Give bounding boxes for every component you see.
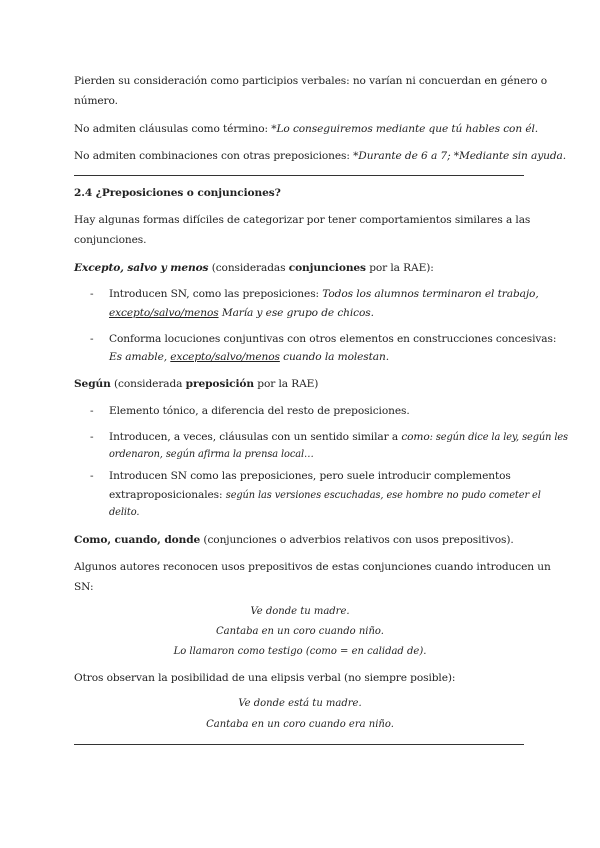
section-divider-top bbox=[74, 175, 524, 176]
excepto-bullet-2-line-1: Conforma locuciones conjuntivas con otros elementos en construcciones concesivas: bbox=[109, 333, 557, 345]
excepto-bullet-2-line-2 bbox=[109, 350, 389, 364]
segun-b2-c: : según dice la ley, según les bbox=[429, 432, 568, 443]
segun-b3-b: según las versiones escuchadas, ese hombre no pudo cometer el bbox=[225, 490, 541, 501]
example-4: Ve donde está tu madre. bbox=[238, 698, 362, 709]
excepto-b2-rest: cuando la molestan. bbox=[279, 351, 390, 363]
excepto-bullet-1-line-1 bbox=[109, 287, 539, 301]
excepto-b1-rest: María y ese grupo de chicos. bbox=[218, 307, 374, 319]
segun-bullet-3-line-2 bbox=[109, 488, 541, 503]
como-term: Como, cuando, donde bbox=[74, 534, 201, 546]
combos-paragraph bbox=[74, 149, 566, 163]
segun-bullet-1: Elemento tónico, a diferencia del resto de preposiciones. bbox=[109, 405, 410, 417]
como-paragraph-1-line-2: SN: bbox=[74, 581, 94, 593]
excepto-b1-example: Todos los alumnos terminaron el trabajo, bbox=[322, 288, 539, 300]
segun-bullet-2-line-1 bbox=[109, 430, 568, 445]
segun-bullet-3-line-3: delito. bbox=[109, 507, 140, 518]
clauses-paragraph bbox=[74, 122, 538, 136]
excepto-heading bbox=[74, 261, 434, 275]
segun-b2-a: Introducen, a veces, cláusulas con un sentido similar a bbox=[109, 431, 402, 443]
section-intro-line-1: Hay algunas formas difíciles de categorizar por tener comportamientos similares a las bbox=[74, 214, 531, 226]
intro-line-1: Pierden su consideración como participios verbales: no varían ni concuerdan en género o bbox=[74, 75, 548, 87]
clauses-prefix: No admiten cláusulas como término: bbox=[74, 123, 272, 135]
como-paragraph-2: Otros observan la posibilidad de una elipsis verbal (no siempre posible): bbox=[74, 672, 456, 684]
bullet-dash: - bbox=[90, 405, 94, 417]
segun-bullet-2-line-2: ordenaron, según afirma la prensa local… bbox=[109, 449, 314, 460]
clauses-example: *Lo conseguiremos mediante que tú hables con él. bbox=[271, 123, 539, 135]
segun-bullet-3-line-1: Introducen SN como las preposiciones, pero suele introducir complementos bbox=[109, 470, 511, 482]
section-divider-bottom bbox=[74, 744, 524, 745]
excepto-bullet-1-line-2 bbox=[109, 306, 374, 320]
excepto-b2-a: Es amable, bbox=[109, 351, 171, 363]
excepto-b2-underlined: excepto/salvo/menos bbox=[170, 351, 280, 363]
example-5: Cantaba en un coro cuando era niño. bbox=[206, 719, 394, 730]
segun-keyword: preposición bbox=[185, 378, 255, 390]
excepto-b1-underlined: excepto/salvo/menos bbox=[109, 307, 219, 319]
bullet-dash: - bbox=[90, 470, 94, 482]
example-2: Cantaba en un coro cuando niño. bbox=[216, 626, 384, 637]
segun-mid-1: (considerada bbox=[110, 378, 186, 390]
excepto-b1-text: Introducen SN, como las preposiciones: bbox=[109, 288, 323, 300]
combos-example: *Durante de 6 a 7; *Mediante sin ayuda. bbox=[353, 150, 567, 162]
bullet-dash: - bbox=[90, 288, 94, 300]
segun-term: Según bbox=[74, 378, 111, 390]
excepto-mid-2: por la RAE): bbox=[365, 262, 434, 274]
como-rest: (conjunciones o adverbios relativos con usos prepositivos). bbox=[200, 534, 514, 546]
bullet-dash: - bbox=[90, 333, 94, 345]
segun-b3-a: extraproposicionales: bbox=[109, 489, 226, 501]
excepto-term: Excepto, salvo y menos bbox=[74, 262, 209, 274]
combos-prefix: No admiten combinaciones con otras preposiciones: bbox=[74, 150, 354, 162]
segun-b2-b: como bbox=[401, 431, 430, 443]
excepto-keyword: conjunciones bbox=[288, 262, 366, 274]
section-heading: 2.4 ¿Preposiciones o conjunciones? bbox=[74, 187, 281, 199]
example-3: Lo llamaron como testigo (como = en calidad de). bbox=[173, 646, 427, 657]
excepto-mid-1: (consideradas bbox=[208, 262, 289, 274]
segun-mid-2: por la RAE) bbox=[254, 378, 319, 390]
como-heading bbox=[74, 533, 514, 547]
bullet-dash: - bbox=[90, 431, 94, 443]
como-paragraph-1-line-1: Algunos autores reconocen usos prepositivos de estas conjunciones cuando introducen un bbox=[74, 561, 551, 573]
section-intro-line-2: conjunciones. bbox=[74, 234, 147, 246]
segun-heading bbox=[74, 377, 318, 391]
intro-line-2: número. bbox=[74, 95, 118, 107]
example-1: Ve donde tu madre. bbox=[250, 606, 350, 617]
